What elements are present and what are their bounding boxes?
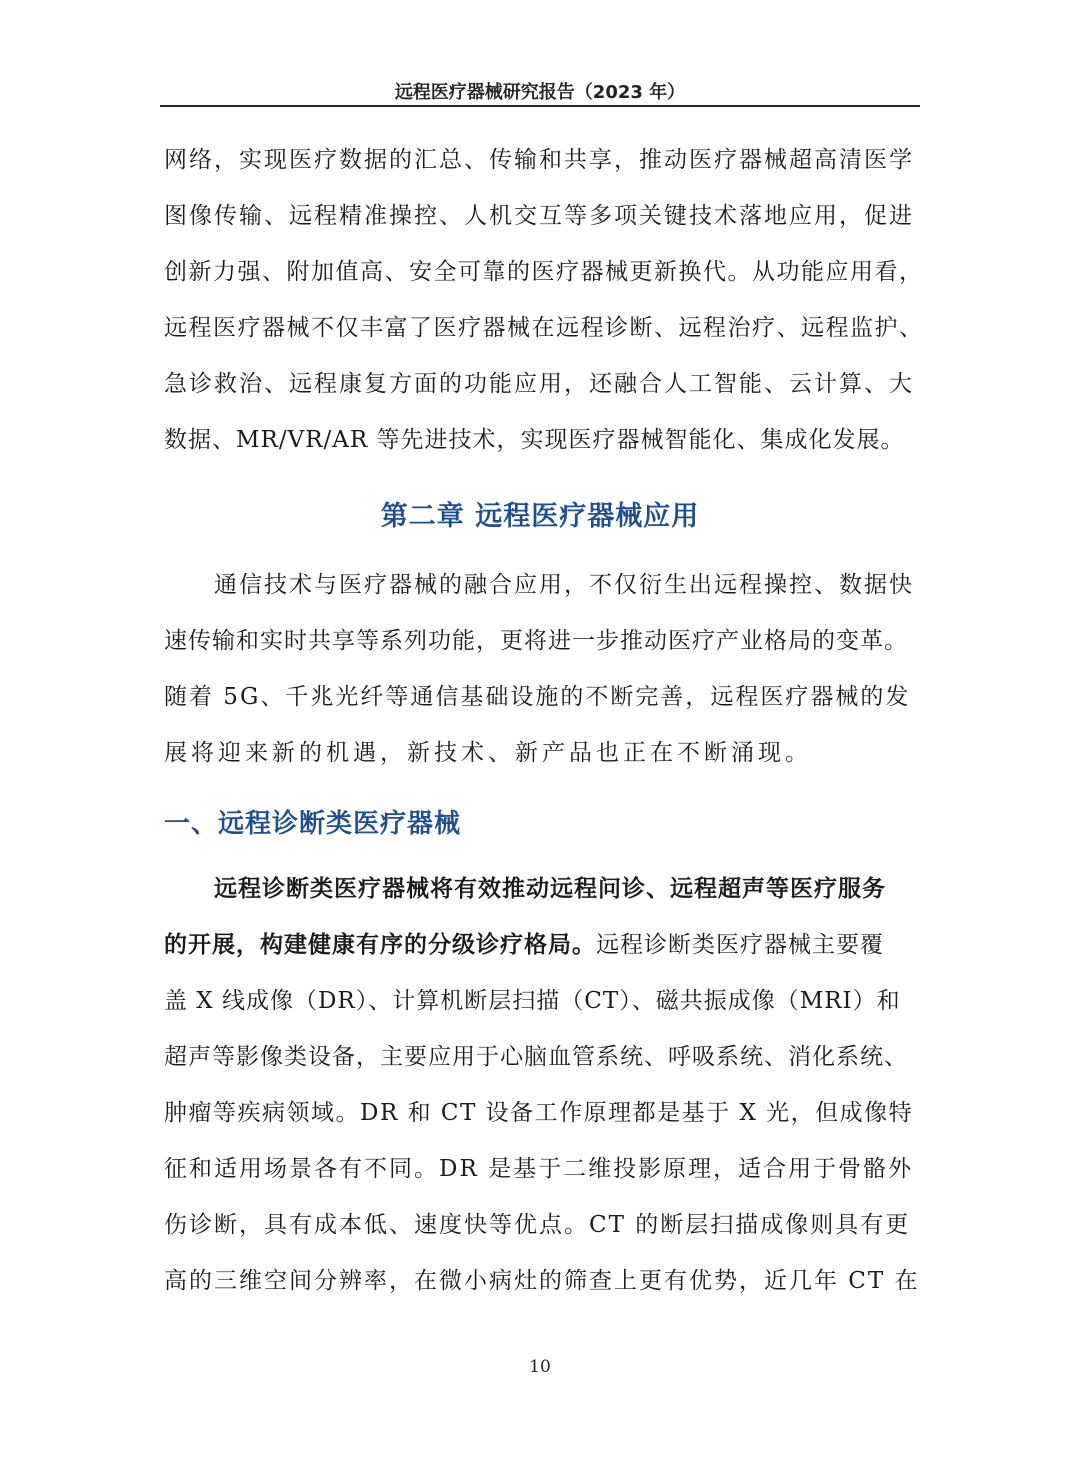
bold-lead-text: 的开展，构建健康有序的分级诊疗格局。 bbox=[164, 932, 596, 958]
paragraph-line: 伤诊断，具有成本低、速度快等优点。CT 的断层扫描成像则具有更 bbox=[164, 1212, 911, 1238]
paragraph-line: 随着 5G、千兆光纤等通信基础设施的不断完善，远程医疗器械的发 bbox=[164, 684, 911, 710]
paragraph-line: 超声等影像类设备，主要应用于心脑血管系统、呼吸系统、消化系统、 bbox=[164, 1044, 908, 1070]
paragraph-line: 急诊救治、远程康复方面的功能应用，还融合人工智能、云计算、大 bbox=[164, 371, 914, 397]
paragraph-line: 盖 X 线成像（DR）、计算机断层扫描（CT）、磁共振成像（MRI）和 bbox=[164, 988, 901, 1014]
page-number: 10 bbox=[529, 1357, 551, 1377]
bold-lead-line: 远程诊断类医疗器械将有效推动远程问诊、远程超声等医疗服务 bbox=[214, 876, 886, 902]
paragraph-text: 远程诊断类医疗器械主要覆 bbox=[596, 932, 884, 958]
paragraph-line: 远程医疗器械不仅丰富了医疗器械在远程诊断、远程治疗、远程监护、 bbox=[164, 315, 924, 341]
paragraph-line: 高的三维空间分辨率，在微小病灶的筛查上更有优势，近几年 CT 在 bbox=[164, 1268, 920, 1294]
running-header: 远程医疗器械研究报告（2023 年） bbox=[394, 82, 686, 103]
paragraph-line: 创新力强、附加值高、安全可靠的医疗器械更新换代。从功能应用看， bbox=[164, 259, 924, 285]
section-title: 一、远程诊断类医疗器械 bbox=[164, 809, 462, 839]
header-rule bbox=[160, 105, 920, 107]
paragraph-line: 数据、MR/VR/AR 等先进技术，实现医疗器械智能化、集成化发展。 bbox=[164, 427, 905, 453]
paragraph-line: 速传输和实时共享等系列功能，更将进一步推动医疗产业格局的变革。 bbox=[164, 628, 908, 654]
chapter-title: 第二章 远程医疗器械应用 bbox=[380, 501, 700, 532]
paragraph-line: 通信技术与医疗器械的融合应用，不仅衍生出远程操控、数据快 bbox=[214, 572, 914, 598]
paragraph-line: 肿瘤等疾病领域。DR 和 CT 设备工作原理都是基于 X 光，但成像特 bbox=[164, 1100, 914, 1126]
paragraph-line: 图像传输、远程精准操控、人机交互等多项关键技术落地应用，促进 bbox=[164, 203, 914, 229]
paragraph-line: 征和适用场景各有不同。DR 是基于二维投影原理，适合用于骨骼外 bbox=[164, 1156, 914, 1182]
paragraph-line: 网络，实现医疗数据的汇总、传输和共享，推动医疗器械超高清医学 bbox=[164, 147, 914, 173]
paragraph-line: 展将迎来新的机遇，新技术、新产品也正在不断涌现。 bbox=[164, 740, 812, 766]
paragraph-line bbox=[164, 925, 924, 965]
